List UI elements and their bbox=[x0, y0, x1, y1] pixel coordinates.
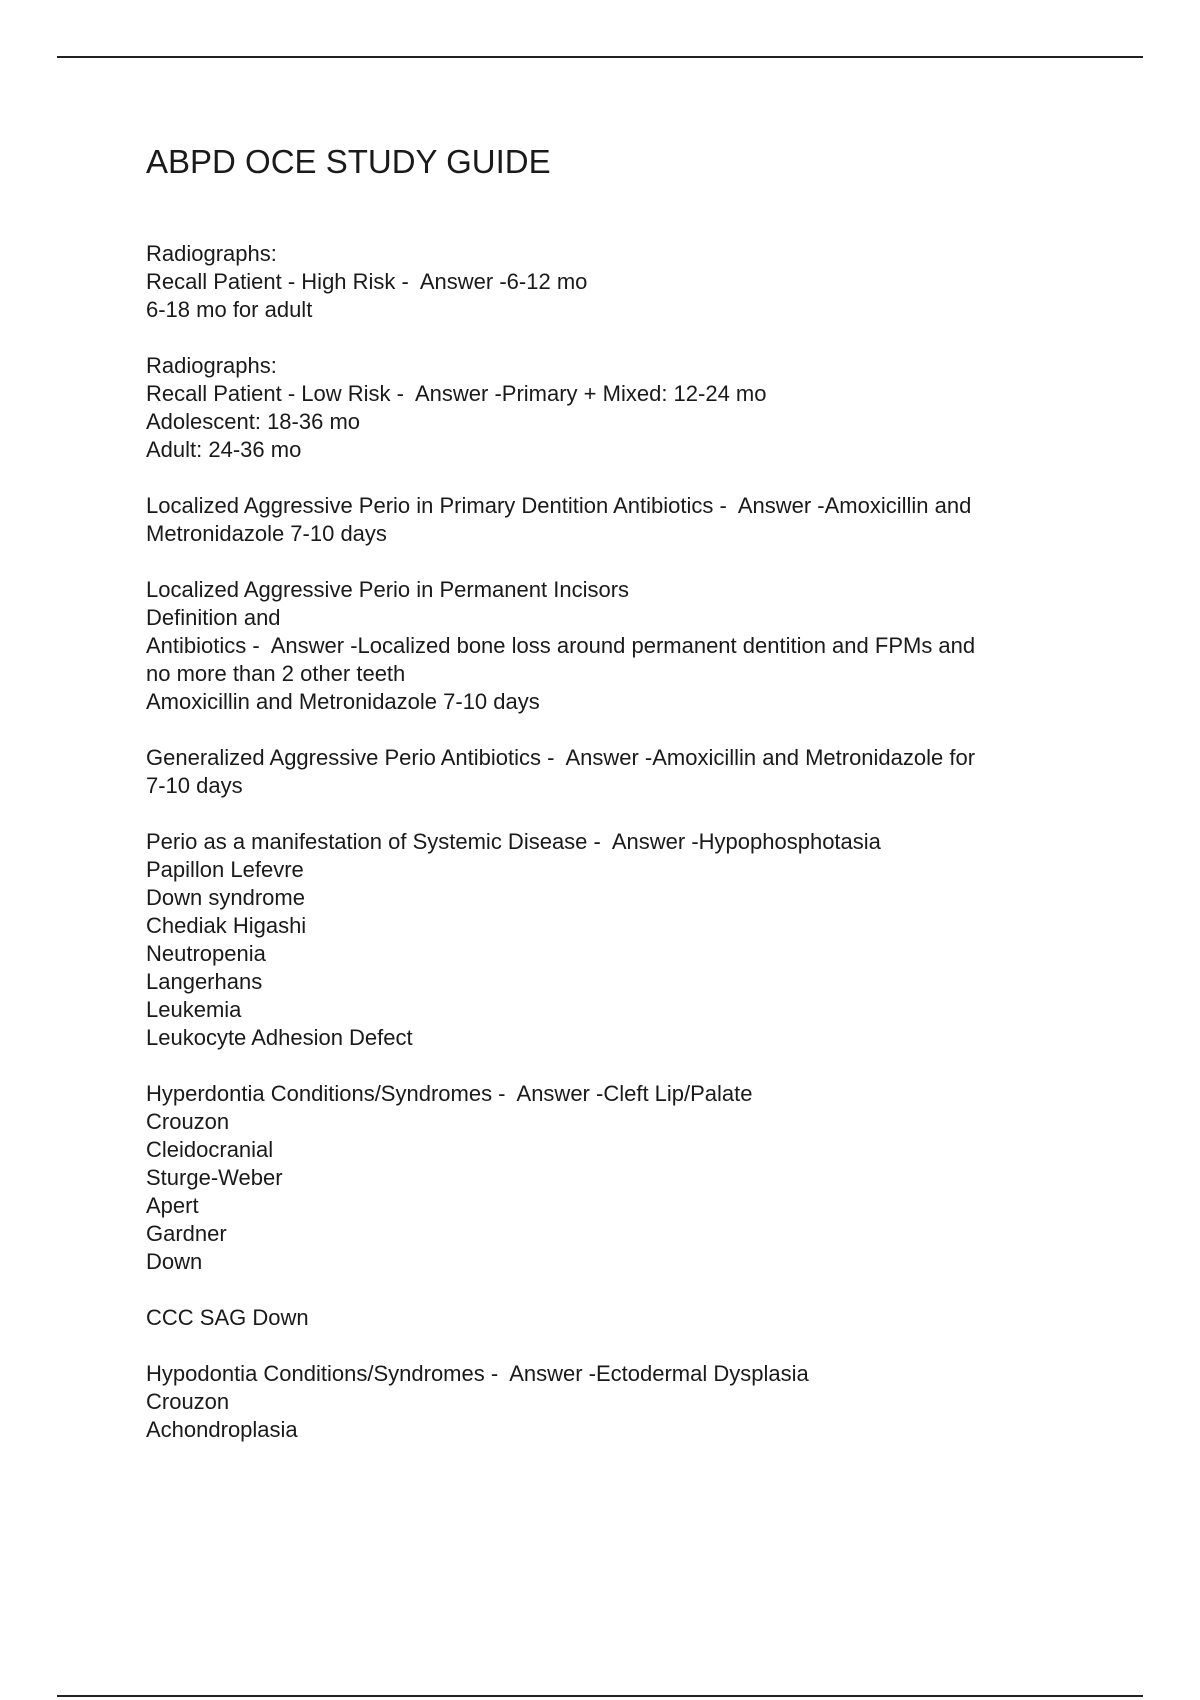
entry-answer-line: Leukemia bbox=[146, 997, 242, 1022]
entry-answer-line: Antibiotics - Answer -Localized bone loss around permanent dentition and FPMs and bbox=[146, 633, 976, 658]
entry-answer-line: Crouzon bbox=[146, 1109, 230, 1134]
entry-answer-line: Adolescent: 18-36 mo bbox=[146, 409, 361, 434]
study-entry bbox=[146, 828, 1086, 1052]
entry-answer-line: Sturge-Weber bbox=[146, 1165, 283, 1190]
entry-question-line: CCC SAG Down bbox=[146, 1305, 309, 1330]
entry-answer-line: Apert bbox=[146, 1193, 199, 1218]
document-title: ABPD OCE STUDY GUIDE bbox=[146, 143, 551, 180]
entry-question-line: Radiographs: bbox=[146, 241, 277, 266]
entry-answer-line: Crouzon bbox=[146, 1389, 230, 1414]
study-entry bbox=[146, 492, 1086, 548]
study-entry bbox=[146, 744, 1086, 800]
entry-answer-line: Adult: 24-36 mo bbox=[146, 437, 302, 462]
entry-answer-line: Definition and bbox=[146, 605, 281, 630]
entry-answer-line: 6-18 mo for adult bbox=[146, 297, 313, 322]
entry-answer-line: Leukocyte Adhesion Defect bbox=[146, 1025, 413, 1050]
entry-answer-line: Achondroplasia bbox=[146, 1417, 298, 1442]
entry-question-line: Perio as a manifestation of Systemic Disease - Answer -Hypophosphotasia bbox=[146, 829, 881, 854]
entry-question-line: Localized Aggressive Perio in Primary Dentition Antibiotics - Answer -Amoxicillin and bbox=[146, 493, 972, 518]
entry-answer-line: Metronidazole 7-10 days bbox=[146, 521, 387, 546]
entry-answer-line: Chediak Higashi bbox=[146, 913, 307, 938]
study-entry bbox=[146, 576, 1086, 716]
study-guide-entries bbox=[146, 240, 1086, 1444]
entry-question-line: Hyperdontia Conditions/Syndromes - Answer -Cleft Lip/Palate bbox=[146, 1081, 753, 1106]
study-entry bbox=[146, 1360, 1086, 1444]
entry-answer-line: Recall Patient - Low Risk - Answer -Primary + Mixed: 12-24 mo bbox=[146, 381, 767, 406]
entry-answer-line: Papillon Lefevre bbox=[146, 857, 304, 882]
entry-answer-line: Neutropenia bbox=[146, 941, 266, 966]
entry-answer-line: Down syndrome bbox=[146, 885, 305, 910]
entry-answer-line: Recall Patient - High Risk - Answer -6-12 mo bbox=[146, 269, 588, 294]
entry-answer-line: Langerhans bbox=[146, 969, 263, 994]
study-entry bbox=[146, 352, 1086, 464]
study-entry bbox=[146, 1304, 1086, 1332]
entry-question-line: Generalized Aggressive Perio Antibiotics - Answer -Amoxicillin and Metronidazole for bbox=[146, 745, 976, 770]
study-entry bbox=[146, 1080, 1086, 1276]
document-body bbox=[146, 140, 1086, 1472]
study-entry bbox=[146, 240, 1086, 324]
entry-answer-line: Gardner bbox=[146, 1221, 227, 1246]
entry-answer-line: no more than 2 other teeth bbox=[146, 661, 406, 686]
entry-question-line: Radiographs: bbox=[146, 353, 277, 378]
entry-question-line: Hypodontia Conditions/Syndromes - Answer -Ectodermal Dysplasia bbox=[146, 1361, 809, 1386]
top-rule bbox=[57, 56, 1143, 58]
entry-answer-line: 7-10 days bbox=[146, 773, 243, 798]
entry-answer-line: Amoxicillin and Metronidazole 7-10 days bbox=[146, 689, 540, 714]
entry-question-line: Localized Aggressive Perio in Permanent Incisors bbox=[146, 577, 630, 602]
entry-answer-line: Cleidocranial bbox=[146, 1137, 274, 1162]
bottom-rule bbox=[57, 1695, 1143, 1697]
entry-answer-line: Down bbox=[146, 1249, 203, 1274]
